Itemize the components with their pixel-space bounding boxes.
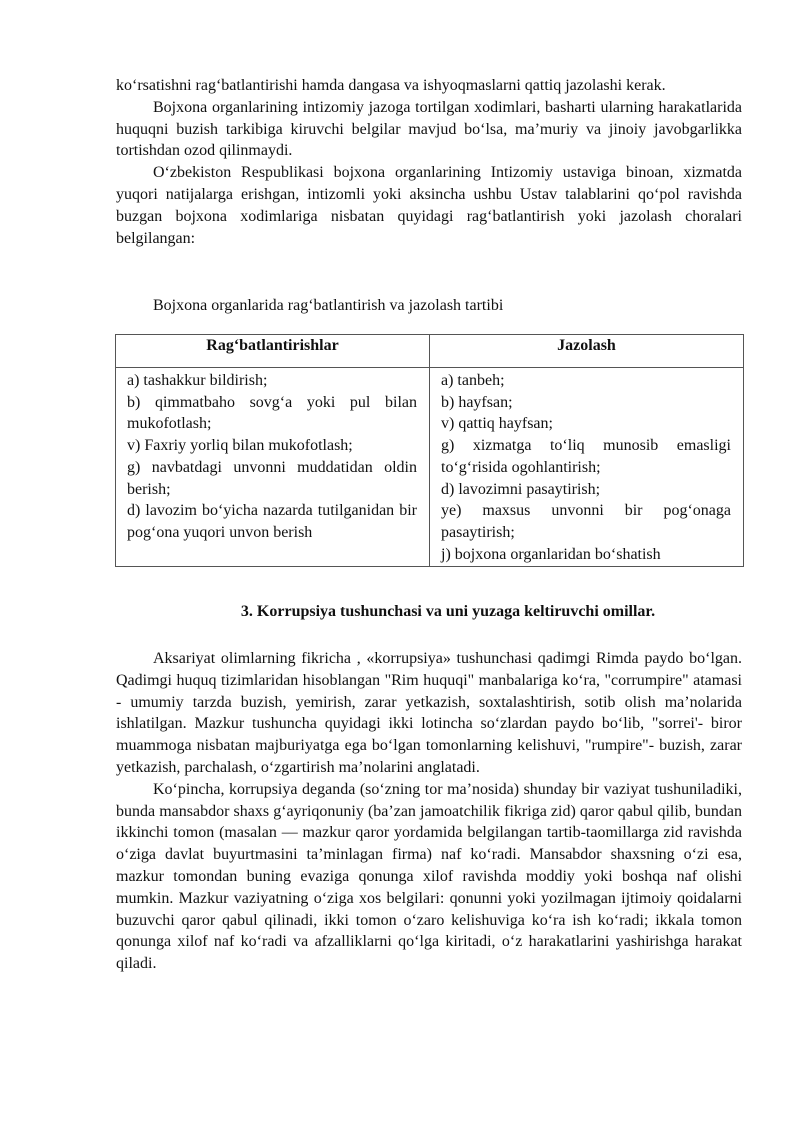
- paragraph-continuation: ko‘rsatishni rag‘batlantirishi hamda dangasa va ishyoqmaslarni qattiq jazolashi kerak.: [116, 77, 666, 94]
- rewards-cell: [116, 368, 430, 567]
- punishments-cell: [430, 368, 744, 567]
- reward-item: v) Faxriy yorliq bilan mukofotlash;: [127, 437, 353, 455]
- punishment-item: j) bojxona organlaridan bo‘shatish: [441, 545, 661, 563]
- reward-item: a) tashakkur bildirish;: [127, 372, 268, 389]
- table-header-row: [116, 335, 744, 368]
- rewards-punishments-table: [115, 334, 744, 567]
- table-caption: Bojxona organlarida rag‘batlantirish va jazolash tartibi: [153, 297, 504, 314]
- punishment-item: b) hayfsan;: [441, 393, 513, 411]
- section-body: [116, 648, 742, 975]
- paragraph-liability: Bojxona organlarining intizomiy jazoga tortilgan xodimlari, basharti ularning harakatlarida huquqni buzish tarkibiga kiruvchi belgilar mavjud bo‘lsa, ma’muriy va jinoiy javobgarlikka tortishdan ozod qilinmaydi.: [116, 98, 742, 160]
- punishments-column-header: Jazolash: [430, 335, 744, 368]
- intro-text: [116, 75, 742, 249]
- punishment-item: v) qattiq hayfsan;: [441, 415, 553, 433]
- punishment-item: d) lavozimni pasaytirish;: [441, 480, 601, 498]
- reward-item: g) navbatdagi unvonni muddatidan oldin berish;: [127, 458, 417, 498]
- section-heading: 3. Korrupsiya tushunchasi va uni yuzaga keltiruvchi omillar.: [240, 603, 656, 620]
- punishment-item: a) tanbeh;: [441, 372, 505, 389]
- punishment-item: g) xizmatga to‘liq munosib emasligi to‘g‘risida ogohlantirish;: [441, 437, 731, 476]
- rewards-column-header: Rag‘batlantirishlar: [116, 335, 430, 368]
- punishment-item: ye) maxsus unvonni bir pog‘onaga pasaytirish;: [441, 502, 731, 541]
- reward-item: d) lavozim bo‘yicha nazarda tutilganidan bir pog‘ona yuqori unvon berish: [127, 502, 417, 541]
- reward-item: b) qimmatbaho sovg‘a yoki pul bilan mukofotlash;: [127, 393, 417, 433]
- paragraph-definition: Ko‘pincha, korrupsiya deganda (so‘zning tor ma’nosida) shunday bir vaziyat tushuniladiki, bunda mansabdor shaxs g‘ayriqonuniy (ba’zan jamoatchilik fikriga zid) qaror qabul qilib, bundan ikkinchi tomon (masalan — mazkur qaror yordamida belgilangan tartib-taomillarga zid ravishda o‘ziga davlat buyurtmasini ta’minlagan firma) naf ko‘radi. Mansabdor shaxsning o‘zi esa, mazkur tomondan buning evaziga qonunga xilof ravishda moddiy yoki boshqa naf olishi mumkin. Mazkur vaziyatning o‘ziga xos belgilari: qonunni yoki yozilmagan ijtimoiy qoidalarni buzuvchi qaror qabul qilinadi, ikki tomon o‘zaro kelishuviga ko‘ra ish ko‘radi; ikkala tomon qonunga xilof naf ko‘radi va afzalliklarni qo‘lga kiritadi, o‘z harakatlarini yashirishga harakat qiladi.: [116, 780, 742, 973]
- table-row: [116, 368, 744, 567]
- paragraph-disciplinary-charter: O‘zbekiston Respublikasi bojxona organlarining Intizomiy ustaviga binoan, xizmatda yuqori natijalarga erishgan, intizomli yoki aksincha ushbu Ustav talablarini qo‘pol ravishda buzgan bojxona xodimlariga nisbatan quyidagi rag‘batlantirish yoki jazolash choralari belgilangan:: [116, 164, 742, 247]
- paragraph-etymology: Aksariyat olimlarning fikricha , «korrupsiya» tushunchasi qadimgi Rimda paydo bo‘lgan. Qadimgi huquq tizimlaridan hisoblangan "Rim huquqi" manbalariga ko‘ra, "corrumpire" atamasi - umumiy tarzda buzish, yemirish, zarar yetkazish, soxtalashtirish, sotib olish ma’nolarida ishlatilgan. Mazkur tushuncha quyidagi ikki lotincha so‘zlardan paydo bo‘lib, "sorrei'- biror muammoga nisbatan majburiyatga ega bo‘lgan tomonlarning kelishuvi, "rumpire"- buzish, zarar yetkazish, parchalash, o‘zgartirish ma’nolarini anglatadi.: [116, 650, 742, 776]
